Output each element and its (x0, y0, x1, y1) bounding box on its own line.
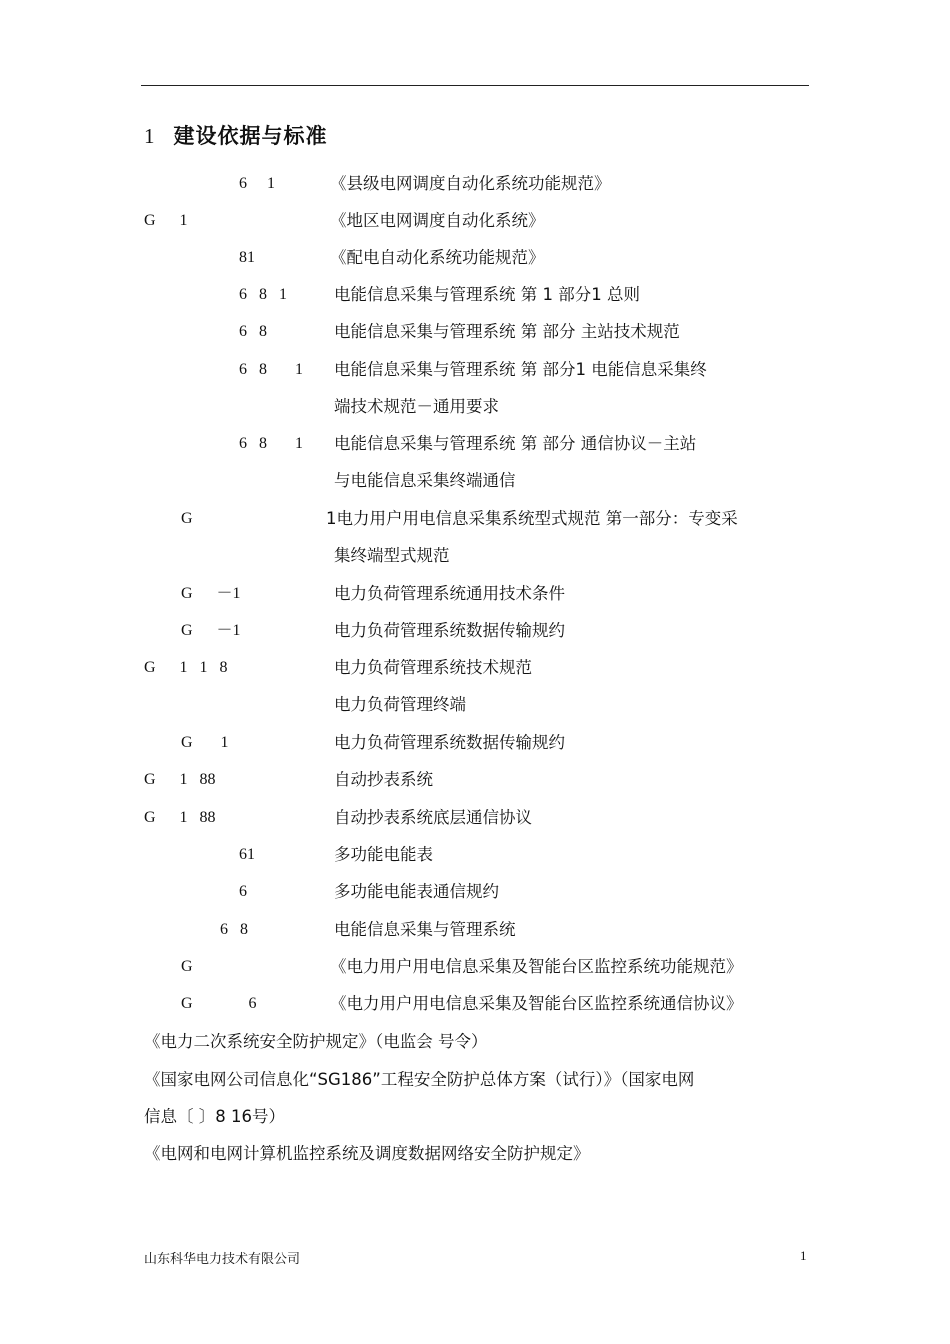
standard-code: G 1 (181, 734, 229, 751)
standard-code: G －1 (181, 585, 241, 602)
standard-code: 6 8 (239, 323, 267, 340)
standard-code: G 1 88 (144, 771, 216, 788)
standard-code: 6 8 1 (239, 286, 287, 303)
standard-row (0, 282, 950, 308)
standard-code: 6 8 1 (239, 435, 303, 452)
standard-row-continuation (0, 692, 950, 718)
standard-title: 电能信息采集与管理系统 (334, 920, 516, 939)
standard-title: 电能信息采集与管理系统 第 部分 通信协议－主站 (334, 434, 697, 453)
standard-row (0, 954, 950, 980)
standard-code: 6 8 1 (239, 361, 303, 378)
header-rule (141, 85, 809, 86)
standard-title: 电能信息采集与管理系统 第 1 部分1 总则 (334, 285, 640, 304)
standard-title: 《配电自动化系统功能规范》 (330, 248, 545, 267)
standard-row (0, 581, 950, 607)
standard-code: 81 (239, 249, 255, 266)
standard-row (0, 879, 950, 905)
standard-title: 电能信息采集与管理系统 第 部分1 电能信息采集终 (334, 360, 707, 379)
standard-row (0, 805, 950, 831)
standard-row (0, 171, 950, 197)
standard-title: 1电力用户用电信息采集系统型式规范 第一部分：专变采 (326, 509, 738, 528)
standard-title: 自动抄表系统底层通信协议 (334, 808, 532, 827)
standard-title: 《地区电网调度自动化系统》 (330, 211, 545, 230)
regulation-paragraph: 《电网和电网计算机监控系统及调度数据网络安全防护规定》 (144, 1144, 590, 1163)
standard-title: 多功能电能表通信规约 (334, 882, 499, 901)
standard-row (0, 991, 950, 1017)
standard-title: 电力负荷管理终端 (334, 695, 466, 714)
standard-title: 电力负荷管理系统数据传输规约 (334, 733, 565, 752)
standard-title: 与电能信息采集终端通信 (334, 471, 516, 490)
standard-row (0, 842, 950, 868)
regulation-paragraph: 《电力二次系统安全防护规定》（电监会 号令） (144, 1032, 488, 1051)
standard-row-continuation (0, 468, 950, 494)
standard-code: G －1 (181, 622, 241, 639)
footer-company: 山东科华电力技术有限公司 (144, 1252, 301, 1267)
standard-code: G 1 1 8 (144, 659, 228, 676)
standard-row (0, 245, 950, 271)
standard-title: 端技术规范－通用要求 (334, 397, 499, 416)
standard-row (0, 730, 950, 756)
standard-row (0, 506, 950, 532)
standard-row (0, 767, 950, 793)
standard-code: G (181, 510, 193, 527)
standard-title: 集终端型式规范 (334, 546, 450, 565)
standard-code: 6 (239, 883, 247, 900)
standard-row (0, 655, 950, 681)
page-number: 1 (800, 1248, 807, 1263)
section-title: 建设依据与标准 (173, 124, 328, 148)
standard-row (0, 208, 950, 234)
standard-title: 《电力用户用电信息采集及智能台区监控系统通信协议》 (330, 994, 743, 1013)
standard-title: 电力负荷管理系统通用技术条件 (334, 584, 565, 603)
standard-code: G 6 (181, 995, 257, 1012)
standard-title: 电力负荷管理系统技术规范 (334, 658, 532, 677)
standard-row (0, 431, 950, 457)
standard-row (0, 917, 950, 943)
regulation-paragraph-continuation: 信息〔 〕8 16号） (144, 1107, 285, 1126)
standard-row-continuation (0, 394, 950, 420)
standard-title: 《县级电网调度自动化系统功能规范》 (330, 174, 611, 193)
standard-row (0, 618, 950, 644)
section-heading (144, 120, 328, 150)
regulation-paragraph: 《国家电网公司信息化“SG186”工程安全防护总体方案（试行）》（国家电网 (144, 1070, 695, 1089)
standard-row-continuation (0, 543, 950, 569)
standard-code: G 1 (144, 212, 188, 229)
standard-code: 61 (239, 846, 255, 863)
standard-title: 电能信息采集与管理系统 第 部分 主站技术规范 (334, 322, 680, 341)
section-number: 1 (144, 124, 156, 148)
standard-code: 6 8 (220, 921, 248, 938)
standard-title: 《电力用户用电信息采集及智能台区监控系统功能规范》 (330, 957, 743, 976)
standard-title: 多功能电能表 (334, 845, 433, 864)
standard-row (0, 357, 950, 383)
standard-code: G 1 88 (144, 809, 216, 826)
standard-code: 6 1 (239, 175, 275, 192)
standard-title: 电力负荷管理系统数据传输规约 (334, 621, 565, 640)
standard-title: 自动抄表系统 (334, 770, 433, 789)
standard-row (0, 319, 950, 345)
standard-code: G (181, 958, 193, 975)
